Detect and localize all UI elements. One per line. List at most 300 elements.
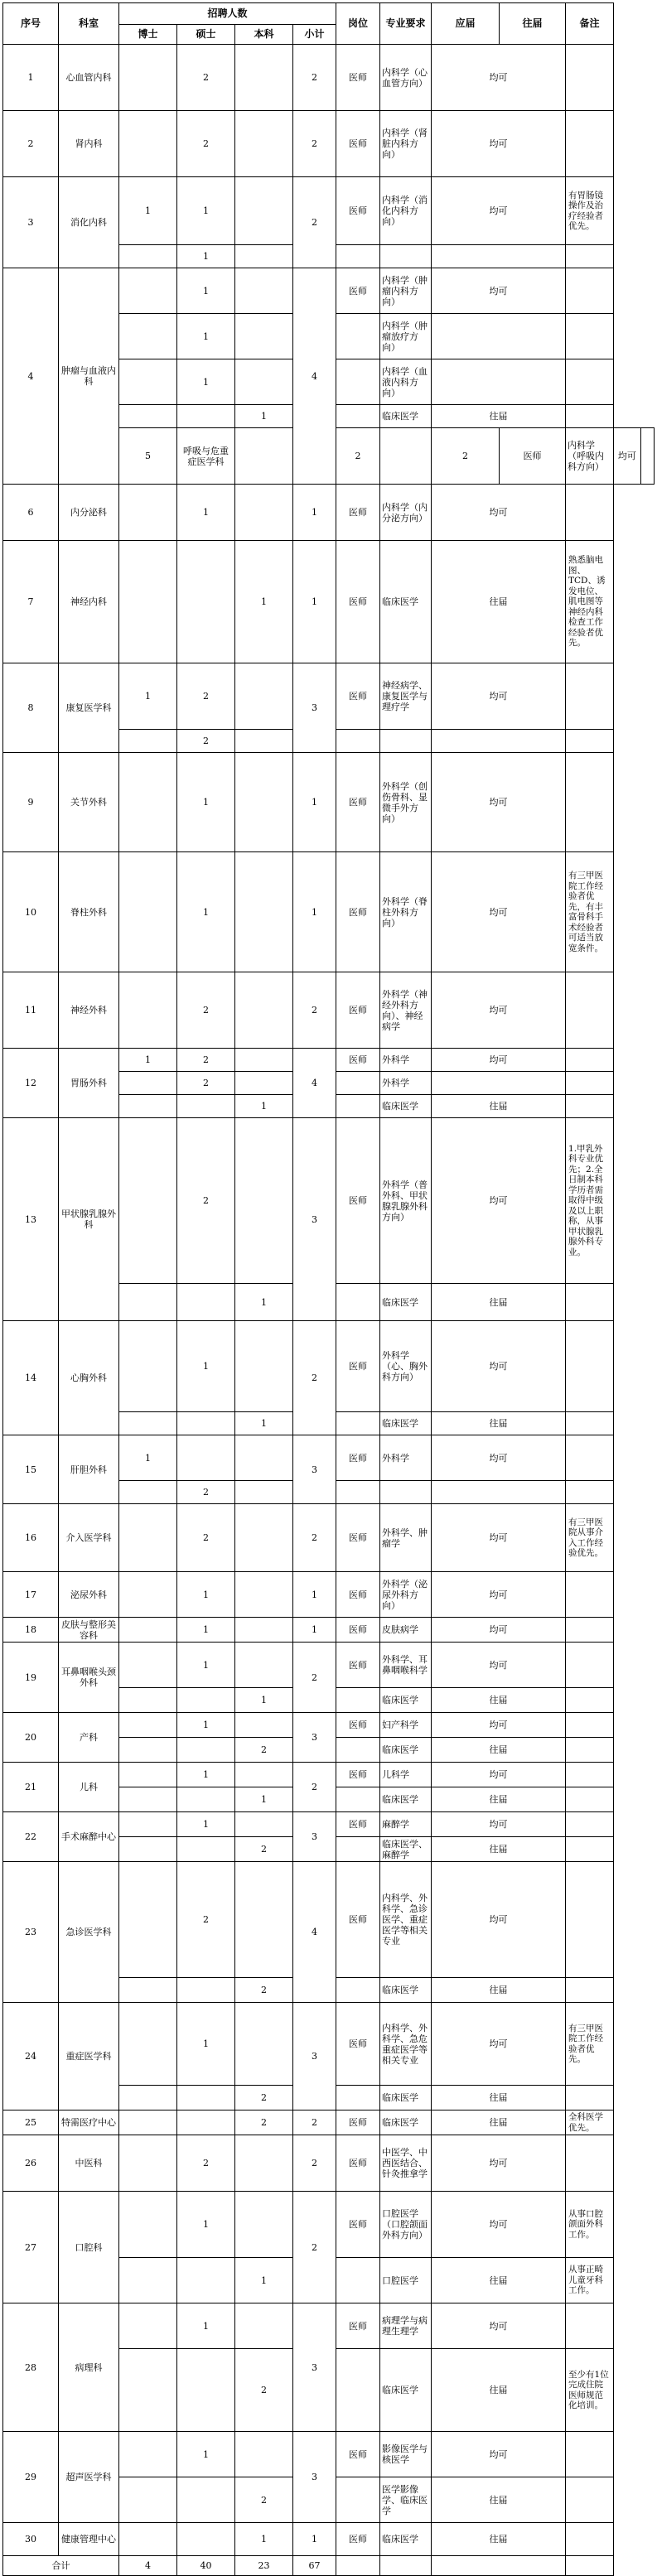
seq-cell: 1 [3, 45, 59, 111]
note-cell [566, 1812, 614, 1837]
major-cell [380, 245, 432, 268]
bachelor-cell [235, 1713, 293, 1738]
fresh-past-cell: 均可 [432, 2432, 566, 2477]
bachelor-cell [235, 972, 293, 1049]
bachelor-cell [235, 1118, 293, 1284]
bachelor-cell [235, 1504, 293, 1572]
bachelor-cell [235, 1321, 293, 1412]
bachelor-cell: 1 [235, 2258, 293, 2303]
seq-cell: 24 [3, 2003, 59, 2110]
subtotal-cell: 2 [293, 2192, 336, 2303]
dept-cell: 心胸外科 [59, 1321, 119, 1435]
table-body [3, 45, 655, 2556]
phd-cell [119, 2192, 177, 2258]
major-cell: 麻醉学 [380, 1812, 432, 1837]
fresh-past-cell: 均可 [432, 1713, 566, 1738]
dept-cell: 特需医疗中心 [59, 2110, 119, 2135]
dept-cell: 甲状腺乳腺外科 [59, 1118, 119, 1321]
header-subtotal: 小计 [293, 25, 336, 45]
phd-cell [119, 2477, 177, 2523]
dept-cell: 康复医学科 [59, 663, 119, 753]
post-cell [336, 314, 380, 359]
phd-cell [119, 1812, 177, 1837]
post-cell [336, 1284, 380, 1321]
master-cell [177, 2110, 235, 2135]
total-fresh-past [432, 2556, 566, 2576]
note-cell [566, 1435, 614, 1481]
major-cell: 临床医学 [380, 1738, 432, 1763]
major-cell: 临床医学 [380, 1978, 432, 2003]
master-cell: 2 [336, 428, 380, 485]
seq-cell: 5 [119, 428, 177, 485]
total-row [3, 2556, 655, 2576]
dept-cell: 呼吸与危重症医学科 [177, 428, 235, 485]
note-cell [566, 1713, 614, 1738]
phd-cell [119, 1572, 177, 1618]
header-past: 往届 [500, 3, 566, 45]
fresh-past-cell: 均可 [432, 1812, 566, 1837]
subtotal-cell: 3 [293, 1118, 336, 1321]
subtotal-cell: 3 [293, 2003, 336, 2110]
subtotal-cell: 2 [432, 428, 500, 485]
subtotal-cell: 2 [293, 1504, 336, 1572]
seq-cell: 18 [3, 1618, 59, 1643]
master-cell [177, 2086, 235, 2110]
post-cell: 医师 [336, 2135, 380, 2192]
post-cell: 医师 [336, 1713, 380, 1738]
major-cell: 临床医学 [380, 1412, 432, 1435]
phd-cell [119, 45, 177, 111]
major-cell: 外科学（神经外科方向）、神经病学 [380, 972, 432, 1049]
fresh-past-cell: 往届 [432, 1284, 566, 1321]
master-cell: 2 [177, 111, 235, 177]
note-cell [566, 111, 614, 177]
table-row [3, 2003, 655, 2086]
note-cell [566, 2303, 614, 2349]
table-row [3, 1321, 655, 1412]
seq-cell: 10 [3, 852, 59, 972]
note-cell [566, 730, 614, 753]
header-phd: 博士 [119, 25, 177, 45]
post-cell [336, 359, 380, 405]
fresh-past-cell [432, 359, 566, 405]
table-row [3, 2432, 655, 2477]
post-cell: 医师 [500, 428, 566, 485]
note-cell [566, 972, 614, 1049]
bachelor-cell: 1 [235, 1688, 293, 1713]
bachelor-cell: 1 [235, 1095, 293, 1118]
phd-cell [119, 2303, 177, 2349]
subtotal-cell: 4 [293, 268, 336, 485]
master-cell: 1 [177, 1812, 235, 1837]
master-cell: 1 [177, 268, 235, 314]
seq-cell: 12 [3, 1049, 59, 1118]
header-post: 岗位 [336, 3, 380, 45]
bachelor-cell [235, 1572, 293, 1618]
major-cell: 临床医学 [380, 1284, 432, 1321]
subtotal-cell: 2 [293, 111, 336, 177]
table-row [3, 753, 655, 852]
fresh-past-cell: 均可 [432, 1435, 566, 1481]
note-cell: 至少有1位完成住院医师规范化培训。 [566, 2349, 614, 2432]
major-cell: 内科学（消化内科方向） [380, 177, 432, 245]
major-cell: 临床医学、麻醉学 [380, 1837, 432, 1862]
header-recruit: 招聘人数 [119, 3, 336, 25]
phd-cell [119, 1481, 177, 1504]
master-cell: 2 [177, 663, 235, 730]
bachelor-cell [235, 359, 293, 405]
post-cell: 医师 [336, 663, 380, 730]
dept-cell: 泌尿外科 [59, 1572, 119, 1618]
dept-cell: 肿瘤与血液内科 [59, 268, 119, 485]
bachelor-cell [235, 2192, 293, 2258]
subtotal-cell: 2 [293, 1321, 336, 1435]
dept-cell: 肝胆外科 [59, 1435, 119, 1504]
dept-cell: 健康管理中心 [59, 2523, 119, 2556]
phd-cell [119, 359, 177, 405]
subtotal-cell: 2 [293, 1643, 336, 1713]
major-cell: 内科学（呼吸内科方向） [566, 428, 614, 485]
note-cell [566, 359, 614, 405]
table-row [3, 45, 655, 111]
seq-cell: 25 [3, 2110, 59, 2135]
fresh-past-cell: 均可 [432, 268, 566, 314]
dept-cell: 肾内科 [59, 111, 119, 177]
dept-cell: 儿科 [59, 1763, 119, 1812]
note-cell [566, 1763, 614, 1787]
post-cell: 医师 [336, 2432, 380, 2477]
post-cell: 医师 [336, 1118, 380, 1284]
post-cell [336, 2086, 380, 2110]
phd-cell [119, 1738, 177, 1763]
post-cell: 医师 [336, 2110, 380, 2135]
subtotal-cell: 1 [293, 2523, 336, 2556]
bachelor-cell [235, 852, 293, 972]
total-subtotal: 67 [293, 2556, 336, 2576]
master-cell [177, 1787, 235, 1812]
master-cell: 1 [177, 852, 235, 972]
post-cell [336, 730, 380, 753]
master-cell: 1 [177, 1763, 235, 1787]
subtotal-cell: 3 [293, 1812, 336, 1862]
note-cell: 从事口腔颌面外科工作。 [566, 2192, 614, 2258]
dept-cell: 口腔科 [59, 2192, 119, 2303]
total-label: 合计 [3, 2556, 119, 2576]
note-cell [566, 1572, 614, 1618]
note-cell [566, 1284, 614, 1321]
note-cell: 有三甲医院工作经验者优先，有丰富骨科手术经验者可适当放宽条件。 [566, 852, 614, 972]
fresh-past-cell: 均可 [432, 753, 566, 852]
fresh-past-cell: 往届 [432, 405, 566, 428]
dept-cell: 产科 [59, 1713, 119, 1763]
table-row [3, 1713, 655, 1738]
note-cell [566, 1481, 614, 1504]
fresh-past-cell [432, 245, 566, 268]
fresh-past-cell: 均可 [614, 428, 641, 485]
phd-cell [119, 1787, 177, 1812]
phd-cell [119, 1118, 177, 1284]
post-cell: 医师 [336, 485, 380, 541]
seq-cell: 22 [3, 1812, 59, 1862]
note-cell [566, 2523, 614, 2556]
major-cell: 外科学 [380, 1435, 432, 1481]
major-cell [380, 1481, 432, 1504]
bachelor-cell [235, 245, 293, 268]
post-cell [336, 2477, 380, 2523]
dept-cell: 关节外科 [59, 753, 119, 852]
fresh-past-cell [432, 1072, 566, 1095]
seq-cell: 15 [3, 1435, 59, 1504]
table-row [3, 1118, 655, 1284]
major-cell: 临床医学 [380, 2086, 432, 2110]
phd-cell [119, 541, 177, 663]
post-cell [336, 1688, 380, 1713]
fresh-past-cell: 均可 [432, 485, 566, 541]
seq-cell: 3 [3, 177, 59, 268]
subtotal-cell: 2 [293, 177, 336, 268]
master-cell [177, 405, 235, 428]
major-cell: 病理学与病理生理学 [380, 2303, 432, 2349]
post-cell [336, 1837, 380, 1862]
phd-cell [119, 2523, 177, 2556]
master-cell [177, 1688, 235, 1713]
bachelor-cell [235, 1763, 293, 1787]
phd-cell [119, 1284, 177, 1321]
master-cell: 2 [177, 1862, 235, 1978]
major-cell: 临床医学 [380, 541, 432, 663]
note-cell [566, 1321, 614, 1412]
major-cell: 儿科学 [380, 1763, 432, 1787]
phd-cell [119, 1072, 177, 1095]
major-cell: 内科学（心血管方向） [380, 45, 432, 111]
major-cell [380, 730, 432, 753]
dept-cell: 急诊医学科 [59, 1862, 119, 2003]
major-cell: 内科学（肿瘤放疗方向） [380, 314, 432, 359]
post-cell: 医师 [336, 1504, 380, 1572]
phd-cell [119, 1618, 177, 1643]
phd-cell [119, 852, 177, 972]
bachelor-cell [235, 485, 293, 541]
master-cell: 1 [177, 2303, 235, 2349]
bachelor-cell: 2 [235, 2349, 293, 2432]
fresh-past-cell: 往届 [432, 2086, 566, 2110]
major-cell: 临床医学 [380, 2349, 432, 2432]
dept-cell: 耳鼻咽喉头颈外科 [59, 1643, 119, 1713]
note-cell: 有三甲医院从事介入工作经验优先。 [566, 1504, 614, 1572]
post-cell [336, 2349, 380, 2432]
note-cell [566, 1837, 614, 1862]
subtotal-cell: 2 [293, 45, 336, 111]
note-cell [640, 428, 654, 485]
dept-cell: 神经内科 [59, 541, 119, 663]
bachelor-cell [235, 1862, 293, 1978]
seq-cell: 4 [3, 268, 59, 485]
major-cell: 中医学、中西医结合、针灸推拿学 [380, 2135, 432, 2192]
phd-cell [119, 1837, 177, 1862]
fresh-past-cell: 往届 [432, 1978, 566, 2003]
post-cell: 医师 [336, 177, 380, 245]
table-row [3, 972, 655, 1049]
post-cell: 医师 [336, 1321, 380, 1412]
phd-cell [119, 2258, 177, 2303]
table-row [3, 1812, 655, 1837]
master-cell: 2 [177, 972, 235, 1049]
seq-cell: 13 [3, 1118, 59, 1321]
bachelor-cell [235, 1072, 293, 1095]
seq-cell: 6 [3, 485, 59, 541]
bachelor-cell: 1 [235, 2523, 293, 2556]
master-cell: 1 [177, 177, 235, 245]
phd-cell [119, 1321, 177, 1412]
fresh-past-cell: 均可 [432, 111, 566, 177]
post-cell: 医师 [336, 45, 380, 111]
note-cell [566, 663, 614, 730]
major-cell: 影像医学与核医学 [380, 2432, 432, 2477]
phd-cell [119, 405, 177, 428]
note-cell [566, 268, 614, 314]
fresh-past-cell: 均可 [432, 1504, 566, 1572]
subtotal-cell: 3 [293, 663, 336, 753]
bachelor-cell: 2 [235, 1738, 293, 1763]
master-cell [177, 1978, 235, 2003]
bachelor-cell [235, 2003, 293, 2086]
header-fresh: 应届 [432, 3, 500, 45]
master-cell [177, 2349, 235, 2432]
subtotal-cell: 2 [293, 2135, 336, 2192]
phd-cell [235, 428, 293, 485]
major-cell: 皮肤病学 [380, 1618, 432, 1643]
table-row [3, 852, 655, 972]
post-cell [336, 2258, 380, 2303]
fresh-past-cell: 均可 [432, 1763, 566, 1787]
fresh-past-cell: 均可 [432, 45, 566, 111]
phd-cell [119, 2086, 177, 2110]
note-cell [566, 1072, 614, 1095]
bachelor-cell [235, 1049, 293, 1072]
post-cell: 医师 [336, 1862, 380, 1978]
phd-cell [119, 972, 177, 1049]
subtotal-cell: 1 [293, 1618, 336, 1643]
seq-cell: 28 [3, 2303, 59, 2432]
note-cell: 从事正畸儿童牙科工作。 [566, 2258, 614, 2303]
recruitment-table [2, 2, 655, 2576]
master-cell [177, 2258, 235, 2303]
phd-cell [119, 753, 177, 852]
header-dept: 科室 [59, 3, 119, 45]
phd-cell [119, 111, 177, 177]
bachelor-cell [235, 1643, 293, 1688]
subtotal-cell: 3 [293, 2303, 336, 2432]
major-cell: 外科学（脊柱外科方向） [380, 852, 432, 972]
master-cell: 1 [177, 485, 235, 541]
note-cell [566, 314, 614, 359]
master-cell: 1 [177, 2432, 235, 2477]
note-cell: 熟悉脑电图、TCD、诱发电位、肌电图等神经内科检查工作经验者优先。 [566, 541, 614, 663]
fresh-past-cell: 往届 [432, 2258, 566, 2303]
dept-cell: 介入医学科 [59, 1504, 119, 1572]
major-cell: 内科学（血液内科方向） [380, 359, 432, 405]
fresh-past-cell: 均可 [432, 2135, 566, 2192]
major-cell: 外科学（普外科、甲状腺乳腺外科方向） [380, 1118, 432, 1284]
table-row [3, 1862, 655, 1978]
phd-cell [119, 485, 177, 541]
note-cell: 1.甲乳外科专业优先；2.全日制本科学历者需取得中级及以上职称，从事甲状腺乳腺外科专业。 [566, 1118, 614, 1284]
major-cell: 口腔医学（口腔颌面外科方向） [380, 2192, 432, 2258]
post-cell: 医师 [336, 2303, 380, 2349]
major-cell: 内科学（肿瘤内科方向） [380, 268, 432, 314]
fresh-past-cell: 往届 [432, 1095, 566, 1118]
phd-cell [119, 1412, 177, 1435]
post-cell: 医师 [336, 1049, 380, 1072]
note-cell [566, 1412, 614, 1435]
post-cell: 医师 [336, 1812, 380, 1837]
seq-cell: 11 [3, 972, 59, 1049]
post-cell: 医师 [336, 1643, 380, 1688]
phd-cell [119, 730, 177, 753]
bachelor-cell [235, 314, 293, 359]
fresh-past-cell: 均可 [432, 1049, 566, 1072]
post-cell: 医师 [336, 2192, 380, 2258]
bachelor-cell: 2 [235, 2086, 293, 2110]
note-cell [566, 1095, 614, 1118]
master-cell: 1 [177, 1713, 235, 1738]
major-cell: 外科学、耳鼻咽喉科学 [380, 1643, 432, 1688]
seq-cell: 17 [3, 1572, 59, 1618]
master-cell: 1 [177, 1618, 235, 1643]
bachelor-cell: 2 [235, 2110, 293, 2135]
bachelor-cell: 1 [235, 1787, 293, 1812]
table-row [3, 268, 655, 314]
phd-cell [119, 2003, 177, 2086]
phd-cell: 1 [119, 1435, 177, 1481]
subtotal-cell: 1 [293, 753, 336, 852]
post-cell [336, 1978, 380, 2003]
note-cell [566, 2477, 614, 2523]
phd-cell [119, 1763, 177, 1787]
total-phd: 4 [119, 2556, 177, 2576]
fresh-past-cell: 往届 [432, 2523, 566, 2556]
phd-cell [119, 1713, 177, 1738]
master-cell: 1 [177, 2003, 235, 2086]
dept-cell: 手术麻醉中心 [59, 1812, 119, 1862]
phd-cell [119, 1862, 177, 1978]
master-cell [177, 1412, 235, 1435]
major-cell: 临床医学 [380, 1787, 432, 1812]
seq-cell: 14 [3, 1321, 59, 1435]
bachelor-cell [235, 2432, 293, 2477]
master-cell [177, 1738, 235, 1763]
master-cell: 2 [177, 45, 235, 111]
post-cell [336, 405, 380, 428]
master-cell: 1 [177, 753, 235, 852]
phd-cell [119, 2349, 177, 2432]
phd-cell [119, 2432, 177, 2477]
table-row [3, 2110, 655, 2135]
bachelor-cell: 1 [235, 405, 293, 428]
fresh-past-cell: 往届 [432, 1688, 566, 1713]
phd-cell [119, 2135, 177, 2192]
major-cell: 外科学（创伤骨科、显微手外方向） [380, 753, 432, 852]
subtotal-cell: 1 [293, 1572, 336, 1618]
header-major: 专业要求 [380, 3, 432, 45]
bachelor-cell: 2 [235, 1978, 293, 2003]
seq-cell: 9 [3, 753, 59, 852]
major-cell: 外科学 [380, 1049, 432, 1072]
phd-cell [119, 268, 177, 314]
seq-cell: 2 [3, 111, 59, 177]
dept-cell: 脊柱外科 [59, 852, 119, 972]
bachelor-cell [235, 753, 293, 852]
